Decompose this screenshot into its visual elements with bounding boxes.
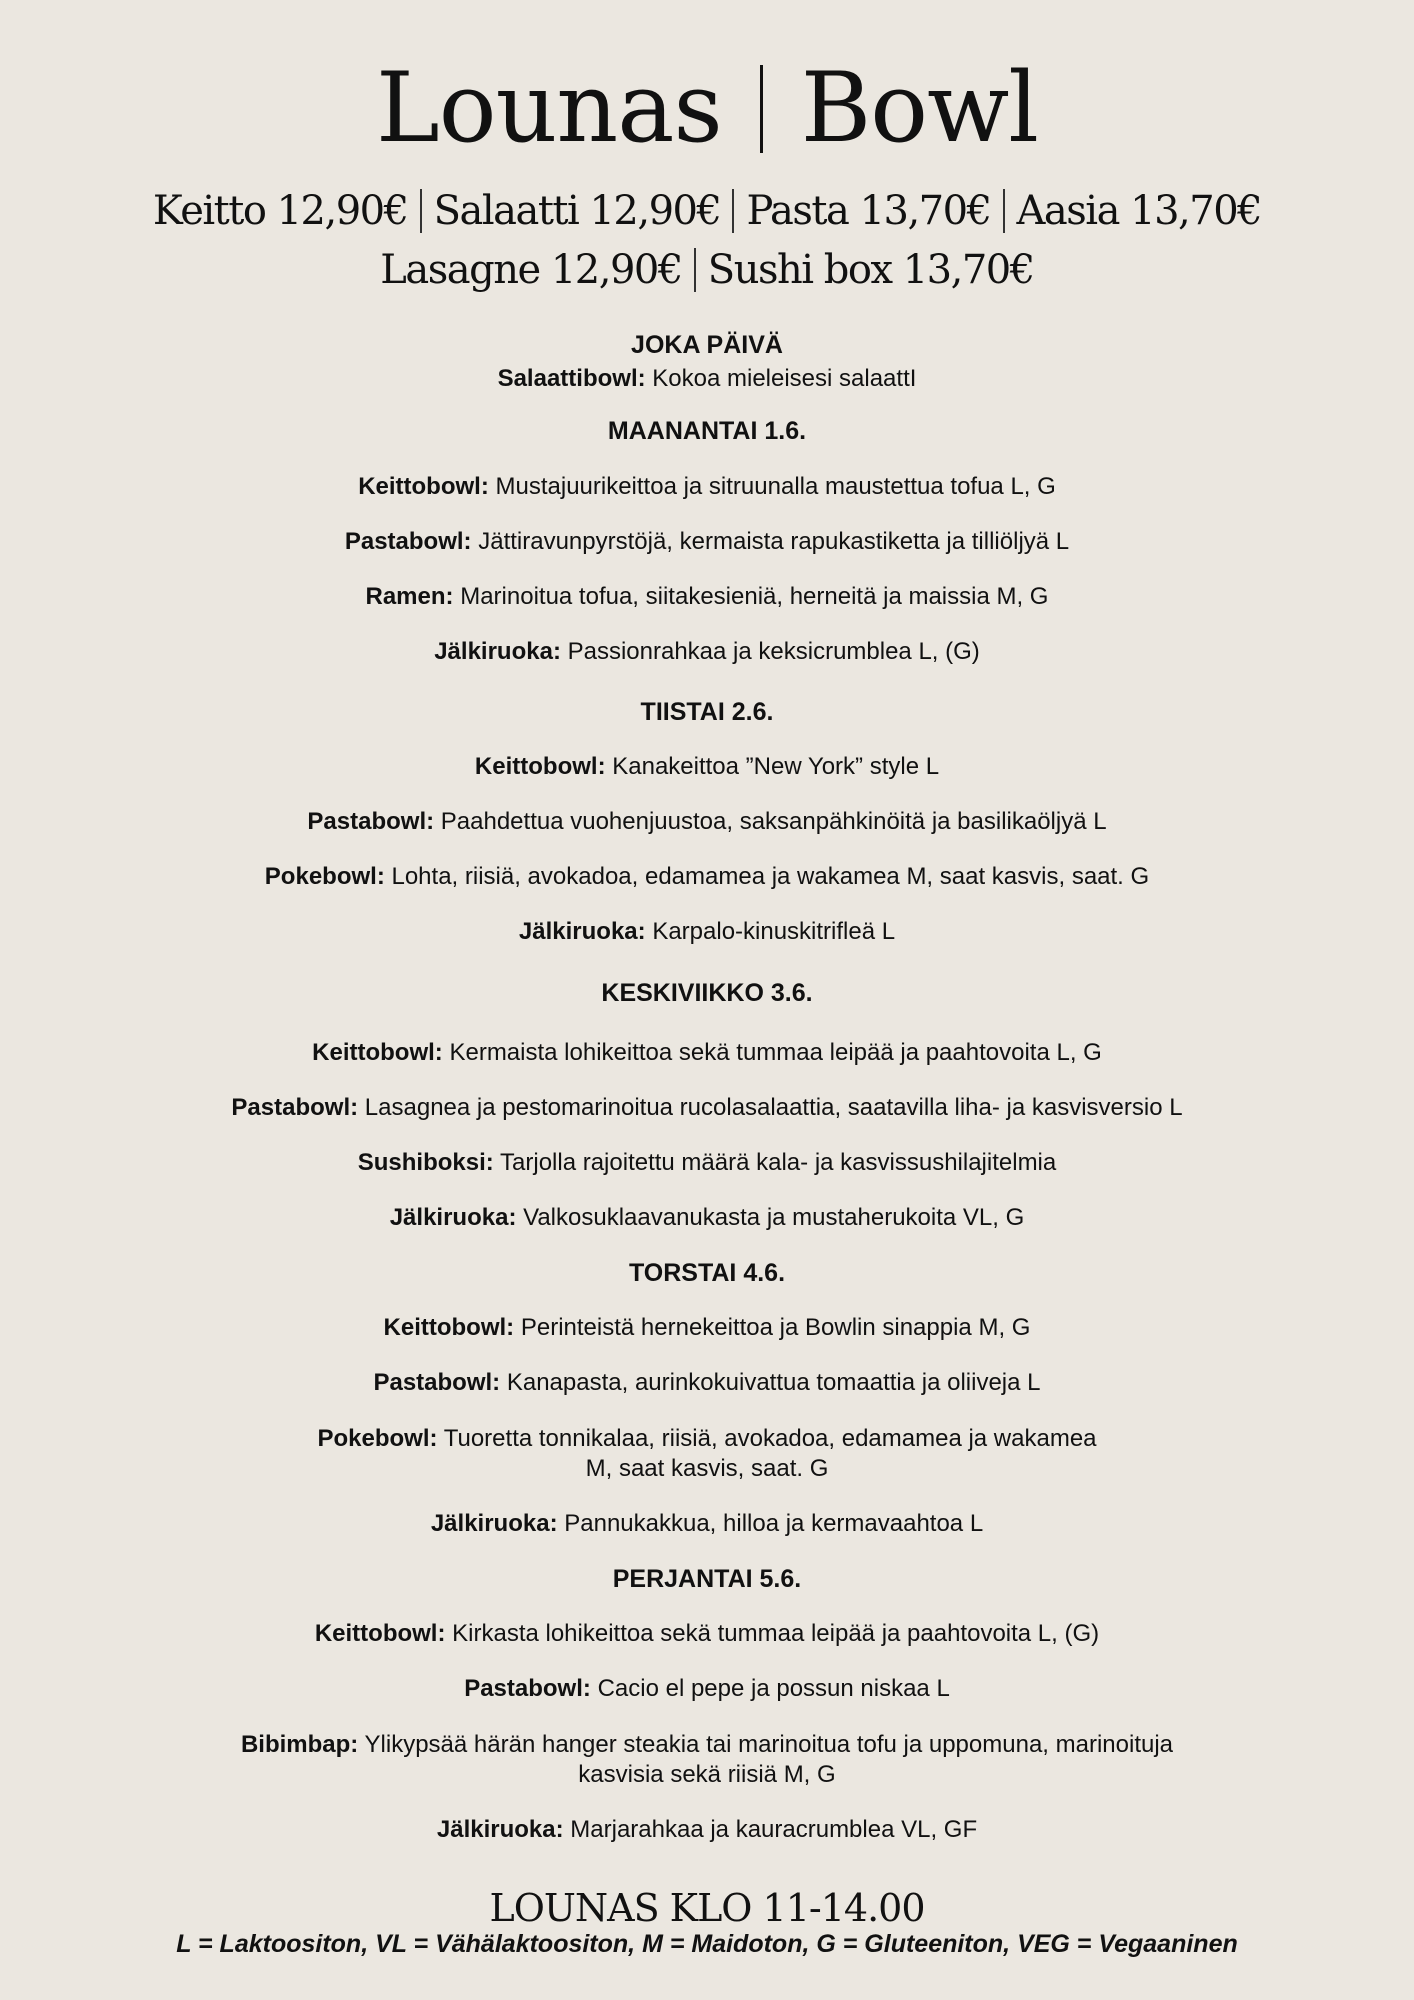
menu-item bbox=[40, 752, 1374, 782]
item-text: Marjarahkaa ja kauracrumblea VL, GF bbox=[570, 1816, 978, 1843]
day-heading-monday: MAANANTAI 1.6. bbox=[607, 417, 807, 445]
item-label: Jälkiruoka: bbox=[518, 918, 646, 945]
item-text: Paahdettua vuohenjuustoa, saksanpähkinöitä ja basilikaöljyä L bbox=[440, 808, 1107, 835]
item-label: Pastabowl: bbox=[344, 528, 472, 555]
menu-item bbox=[40, 807, 1374, 837]
item-text-continued: M, saat kasvis, saat. G bbox=[585, 1455, 829, 1482]
menu-item bbox=[40, 1619, 1374, 1649]
item-text: Kokoa mieleisesi salaattI bbox=[652, 365, 917, 392]
price-lasagne: Lasagne 12,90€ bbox=[380, 247, 682, 293]
menu-item bbox=[40, 1730, 1374, 1790]
every-day-heading: JOKA PÄIVÄ bbox=[631, 331, 783, 359]
diet-legend: L = Laktoositon, VL = Vähälaktoositon, M = Maidoton, G = Gluteeniton, VEG = Vegaaninen bbox=[176, 1930, 1238, 1958]
price-aasia: Aasia 13,70€ bbox=[1016, 188, 1262, 234]
item-text: Kirkasta lohikeittoa sekä tummaa leipää ja paahtovoita L, (G) bbox=[452, 1620, 1100, 1647]
title-right: Bowl bbox=[800, 52, 1038, 164]
menu-item bbox=[40, 637, 1374, 667]
menu-item bbox=[40, 1674, 1374, 1704]
title-divider bbox=[760, 65, 763, 153]
item-label: Pastabowl: bbox=[231, 1094, 359, 1121]
price-divider bbox=[694, 248, 696, 292]
item-text: Kanapasta, aurinkokuivattua tomaattia ja oliiveja L bbox=[506, 1369, 1041, 1396]
price-divider bbox=[732, 189, 734, 233]
item-text: Tarjolla rajoitettu määrä kala- ja kasvissushilajitelmia bbox=[500, 1149, 1057, 1176]
day-heading-friday: PERJANTAI 5.6. bbox=[612, 1565, 802, 1593]
item-text: Mustajuurikeittoa ja sitruunalla maustettua tofua L, G bbox=[495, 473, 1056, 500]
item-text: Kermaista lohikeittoa sekä tummaa leipää ja paahtovoita L, G bbox=[449, 1039, 1102, 1066]
item-text: Karpalo-kinuskitrifleä L bbox=[652, 918, 896, 945]
item-text: Lohta, riisiä, avokadoa, edamamea ja wakamea M, saat kasvis, saat. G bbox=[391, 863, 1150, 890]
item-label: Keittobowl: bbox=[358, 473, 489, 500]
item-label: Pastabowl: bbox=[464, 1675, 591, 1702]
item-text: Perinteistä hernekeittoa ja Bowlin sinappia M, G bbox=[520, 1314, 1031, 1341]
price-row-1 bbox=[0, 185, 1414, 237]
item-label: Keittobowl: bbox=[314, 1620, 446, 1647]
price-divider bbox=[420, 189, 422, 233]
item-text-continued: kasvisia sekä riisiä M, G bbox=[578, 1761, 836, 1788]
item-label: Keittobowl: bbox=[312, 1039, 443, 1066]
item-label: Jälkiruoka: bbox=[434, 638, 561, 665]
item-label: Jälkiruoka: bbox=[430, 1510, 558, 1537]
lunch-hours: LOUNAS KLO 11-14.00 bbox=[489, 1886, 925, 1930]
menu-item bbox=[40, 527, 1374, 557]
title-left: Lounas bbox=[376, 52, 722, 164]
item-text: Kanakeittoa ”New York” style L bbox=[612, 753, 940, 780]
item-text: Marinoitua tofua, siitakesieniä, herneitä ja maissia M, G bbox=[460, 583, 1049, 610]
day-heading-thursday: TORSTAI 4.6. bbox=[628, 1259, 786, 1287]
item-text: Cacio el pepe ja possun niskaa L bbox=[597, 1675, 950, 1702]
item-label: Pokebowl: bbox=[317, 1425, 438, 1452]
price-sushi-box: Sushi box 13,70€ bbox=[707, 247, 1034, 293]
item-text: Jättiravunpyrstöjä, kermaista rapukastiketta ja tilliöljyä L bbox=[478, 528, 1070, 555]
item-label: Sushiboksi: bbox=[357, 1149, 494, 1176]
item-label: Jälkiruoka: bbox=[436, 1816, 564, 1843]
menu-item bbox=[40, 1368, 1374, 1398]
menu-item bbox=[40, 1038, 1374, 1068]
item-text: Lasagnea ja pestomarinoitua rucolasalaattia, saatavilla liha- ja kasvisversio L bbox=[364, 1094, 1183, 1121]
price-divider bbox=[1003, 189, 1005, 233]
menu-item bbox=[40, 917, 1374, 947]
menu-item bbox=[40, 472, 1374, 502]
page-title bbox=[0, 48, 1414, 168]
item-label: Pastabowl: bbox=[373, 1369, 501, 1396]
item-label: Bibimbap: bbox=[240, 1731, 359, 1758]
every-day-item bbox=[40, 364, 1374, 394]
item-label: Keittobowl: bbox=[383, 1314, 515, 1341]
item-label: Pokebowl: bbox=[264, 863, 385, 890]
menu-item bbox=[40, 1203, 1374, 1233]
item-text: Valkosuklaavanukasta ja mustaherukoita VL, G bbox=[523, 1204, 1025, 1231]
price-salaatti: Salaatti 12,90€ bbox=[433, 188, 721, 234]
menu-item bbox=[40, 1815, 1374, 1845]
menu-item bbox=[40, 1093, 1374, 1123]
item-text: Ylikypsää härän hanger steakia tai marinoitua tofu ja uppomuna, marinoituja bbox=[364, 1731, 1174, 1758]
item-label: Salaattibowl: bbox=[497, 365, 646, 392]
item-label: Keittobowl: bbox=[474, 753, 606, 780]
price-keitto: Keitto 12,90€ bbox=[152, 188, 408, 234]
price-pasta: Pasta 13,70€ bbox=[746, 188, 991, 234]
day-heading-wednesday: KESKIVIIKKO 3.6. bbox=[601, 979, 813, 1007]
day-heading-tuesday: TIISTAI 2.6. bbox=[640, 698, 774, 726]
menu-item bbox=[40, 862, 1374, 892]
item-text: Passionrahkaa ja keksicrumblea L, (G) bbox=[567, 638, 980, 665]
menu-item bbox=[40, 1509, 1374, 1539]
menu-item bbox=[40, 582, 1374, 612]
item-text: Tuoretta tonnikalaa, riisiä, avokadoa, edamamea ja wakamea bbox=[443, 1425, 1097, 1452]
menu-item bbox=[40, 1313, 1374, 1343]
menu-item bbox=[40, 1148, 1374, 1178]
item-label: Jälkiruoka: bbox=[389, 1204, 517, 1231]
item-label: Pastabowl: bbox=[307, 808, 435, 835]
item-label: Ramen: bbox=[365, 583, 454, 610]
item-text: Pannukakkua, hilloa ja kermavaahtoa L bbox=[564, 1510, 984, 1537]
menu-item bbox=[40, 1424, 1374, 1484]
price-row-2 bbox=[0, 244, 1414, 296]
